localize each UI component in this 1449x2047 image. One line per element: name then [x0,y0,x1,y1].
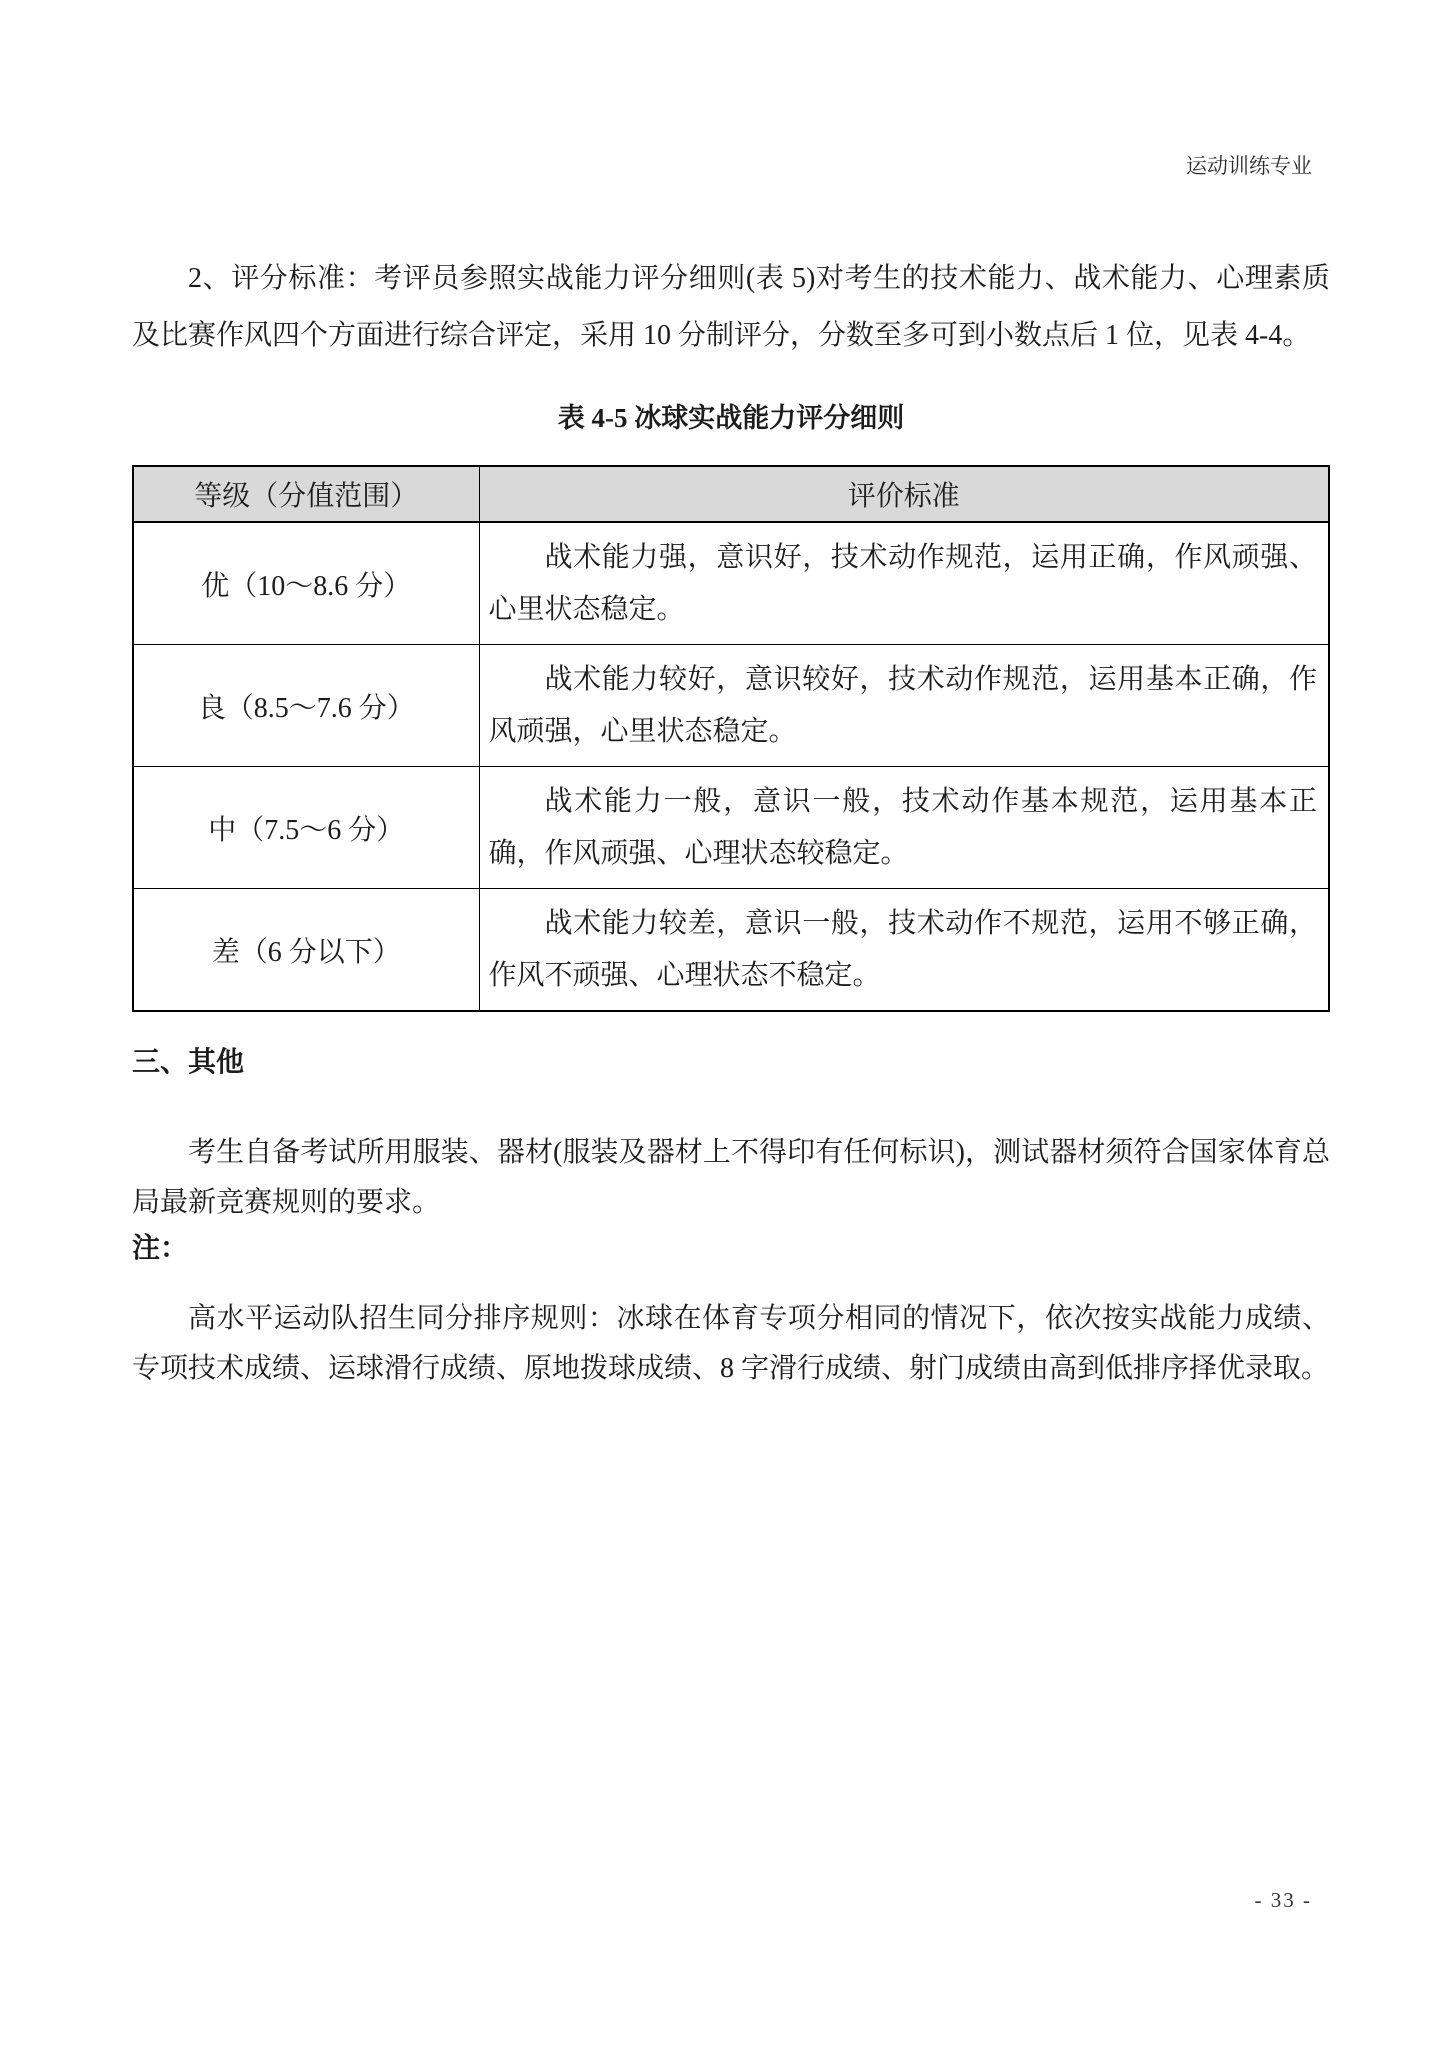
criteria-cell [479,889,1329,1012]
criteria-cell [479,767,1329,889]
table-row [133,767,1329,889]
table-header-criteria: 评价标准 [479,466,1329,522]
criteria-text: 战术能力强，意识好，技术动作规范，运用正确，作风顽强、心里状态稳定。 [488,541,1317,625]
intro-paragraph: 2、评分标准：考评员参照实战能力评分细则(表 5)对考生的技术能力、战术能力、心理素质及比赛作风四个方面进行综合评定，采用 10 分制评分，分数至多可到小数点后 1 位，见表 4-4。 [132,263,1330,351]
grade-cell: 优（10～8.6 分） [133,522,479,645]
section-heading-other: 三、其他 [132,1047,245,1078]
grade-cell: 良（8.5～7.6 分） [133,645,479,767]
table-row [133,645,1329,767]
criteria-cell [479,522,1329,645]
table-header-row [133,466,1329,522]
other-paragraph: 考生自备考试所用服装、器材(服装及器材上不得印有任何标识)，测试器材须符合国家体育总局最新竞赛规则的要求。 [132,1137,1330,1218]
scoring-table [132,465,1330,1012]
table-row [133,889,1329,1012]
criteria-text: 战术能力较差，意识一般，技术动作不规范，运用不够正确，作风不顽强、心理状态不稳定。 [488,907,1317,991]
grade-cell: 差（6 分以下） [133,889,479,1012]
note-label: 注： [132,1233,189,1264]
table-header-grade: 等级（分值范围） [133,466,479,522]
table-row [133,522,1329,645]
criteria-cell [479,645,1329,767]
document-header: 运动训练专业 [1186,154,1312,178]
grade-cell: 中（7.5～6 分） [133,767,479,889]
table-title: 表 4-5 冰球实战能力评分细则 [557,403,905,433]
criteria-text: 战术能力一般，意识一般，技术动作基本规范，运用基本正确，作风顽强、心理状态较稳定。 [488,785,1317,869]
note-paragraph: 高水平运动队招生同分排序规则：冰球在体育专项分相同的情况下，依次按实战能力成绩、专项技术成绩、运球滑行成绩、原地拨球成绩、8 字滑行成绩、射门成绩由高到低排序择优录取。 [132,1303,1330,1384]
page-number: - 33 - [1254,1888,1312,1912]
criteria-text: 战术能力较好，意识较好，技术动作规范，运用基本正确，作风顽强，心里状态稳定。 [488,663,1317,747]
